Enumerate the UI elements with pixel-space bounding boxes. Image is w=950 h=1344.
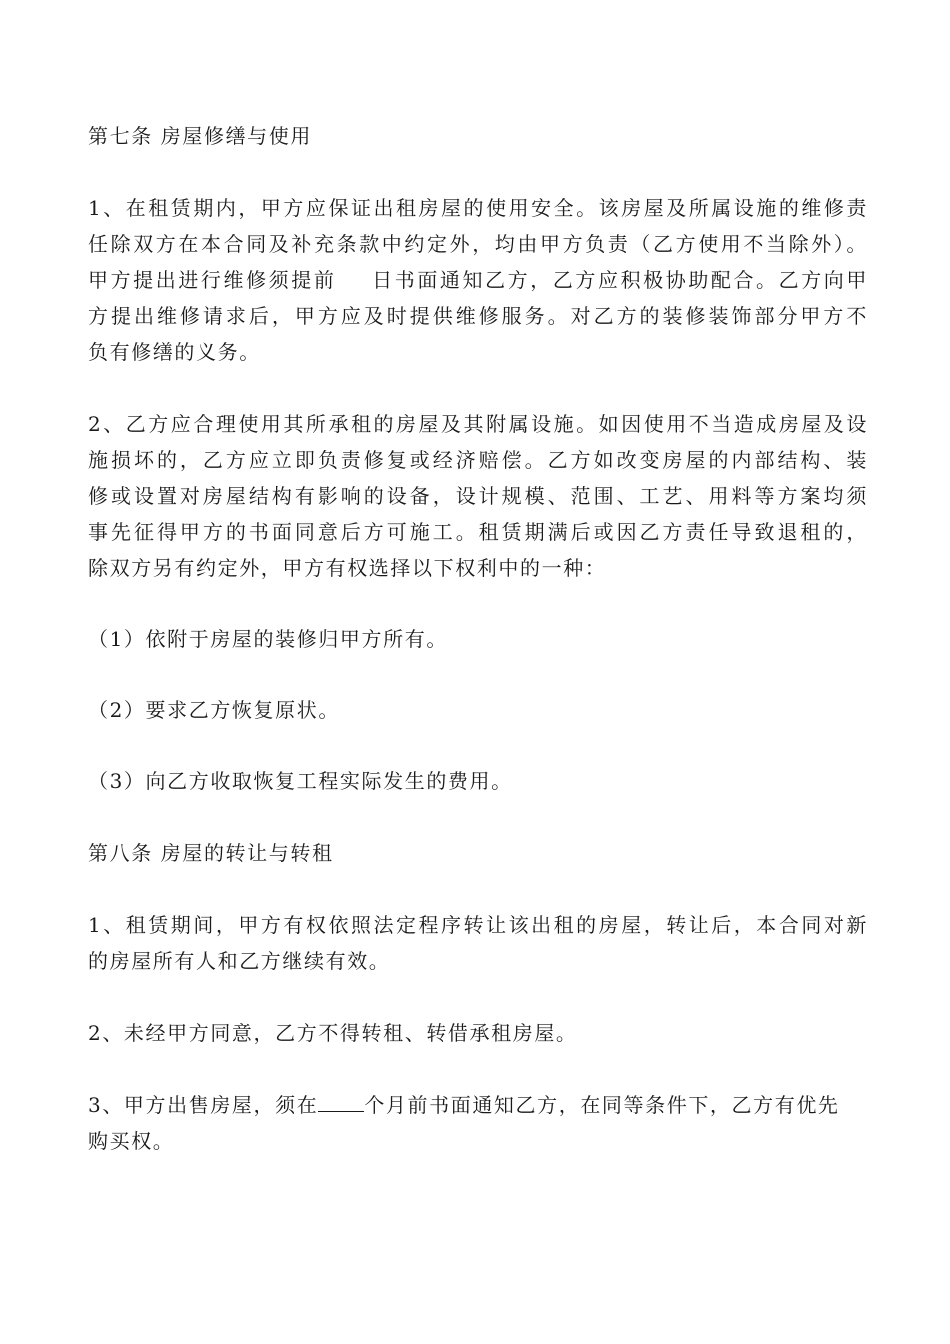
document-body [88, 118, 868, 1159]
paragraph-line: 2、乙方应合理使用其所承租的房屋及其附属设施。如因使用不当造成房屋及设 [88, 412, 868, 436]
paragraph-line: 修或设置对房屋结构有影响的设备，设计规模、范围、工艺、用料等方案均须 [88, 484, 868, 508]
paragraph-line: 方提出维修请求后，甲方应及时提供维修服务。对乙方的装修装饰部分甲方不 [88, 304, 868, 328]
paragraph-line: 甲方提出进行维修须提前 日书面通知乙方，乙方应积极协助配合。乙方向甲 [88, 268, 868, 292]
paragraph-7-1 [88, 190, 868, 370]
paragraph-line: 1、在租赁期内，甲方应保证出租房屋的使用安全。该房屋及所属设施的维修责 [88, 196, 868, 220]
paragraph-line: 的房屋所有人和乙方继续有效。 [88, 949, 391, 973]
list-item-1: （1）依附于房屋的装修归甲方所有。 [88, 627, 448, 651]
list-item-2: （2）要求乙方恢复原状。 [88, 698, 340, 722]
paragraph-line: 任除双方在本合同及补充条款中约定外，均由甲方负责（乙方使用不当除外）。 [88, 232, 868, 256]
paragraph-line [88, 1087, 868, 1123]
fill-in-blank [318, 1089, 364, 1112]
article-8-heading: 第八条 房屋的转让与转租 [88, 841, 334, 865]
paragraph-text: 3、甲方出售房屋，须在 [88, 1093, 319, 1117]
paragraph-8-2: 2、未经甲方同意，乙方不得转租、转借承租房屋。 [88, 1021, 578, 1045]
paragraph-line: 事先征得甲方的书面同意后方可施工。租赁期满后或因乙方责任导致退租的， [88, 520, 868, 544]
paragraph-text: 个月前书面通知乙方，在同等条件下，乙方有优先 [364, 1093, 840, 1117]
paragraph-line: 负有修缮的义务。 [88, 340, 261, 364]
article-7-heading: 第七条 房屋修缮与使用 [88, 124, 312, 148]
paragraph-8-3 [88, 1087, 868, 1159]
paragraph-8-1 [88, 907, 868, 979]
paragraph-7-2 [88, 406, 868, 586]
paragraph-line: 施损坏的，乙方应立即负责修复或经济赔偿。乙方如改变房屋的内部结构、装 [88, 448, 868, 472]
paragraph-line: 1、租赁期间，甲方有权依照法定程序转让该出租的房屋，转让后，本合同对新 [88, 913, 868, 937]
paragraph-line: 除双方另有约定外，甲方有权选择以下权利中的一种： [88, 556, 607, 580]
paragraph-line: 购买权。 [88, 1129, 175, 1153]
list-item-3: （3）向乙方收取恢复工程实际发生的费用。 [88, 769, 513, 793]
